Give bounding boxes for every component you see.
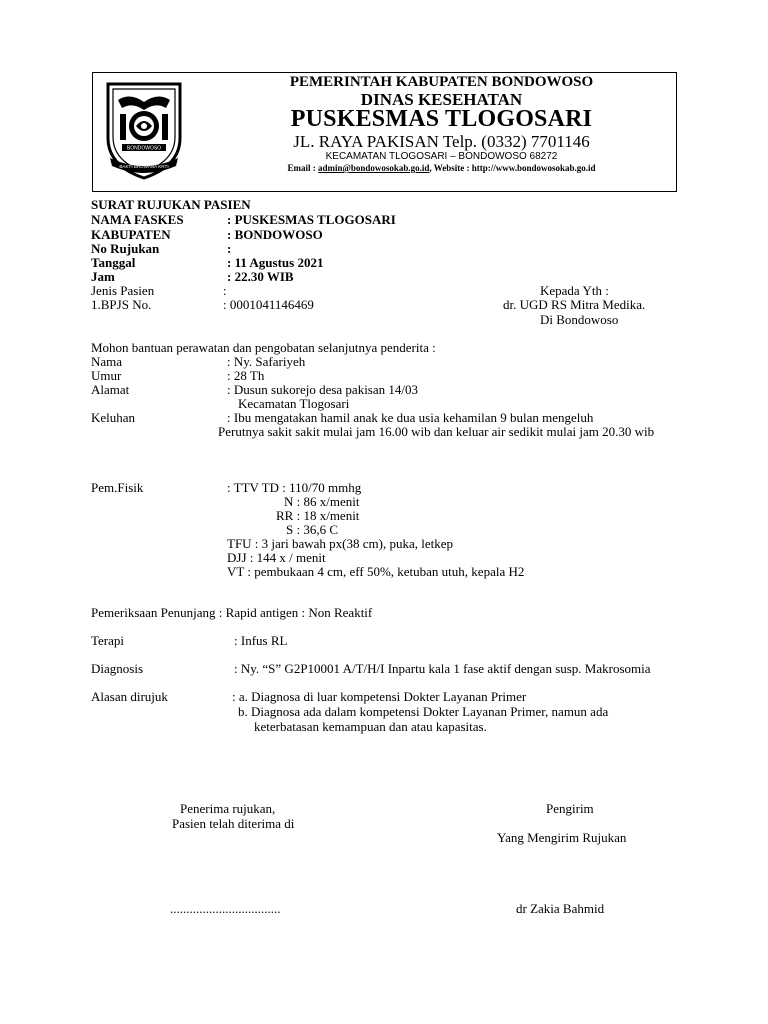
meta-label-kabupaten: KABUPATEN xyxy=(91,227,171,242)
intro-text: Mohon bantuan perawatan dan pengobatan selanjutnya penderita : xyxy=(91,340,436,355)
receiver-note: Pasien telah diterima di xyxy=(172,816,295,831)
bpjs-label: 1.BPJS No. xyxy=(91,297,152,312)
patient-name-label: Nama xyxy=(91,354,123,369)
exam-djj: DJJ : 144 x / menit xyxy=(227,550,326,565)
therapy-label: Terapi xyxy=(91,633,125,648)
patient-address-line2: Kecamatan Tlogosari xyxy=(238,396,350,411)
header-title: PUSKESMAS TLOGOSARI xyxy=(290,106,593,132)
patient-complaint-value: : Ibu mengatakan hamil anak ke dua usia kehamilan 9 bulan mengeluh xyxy=(227,410,594,425)
support-exam: Pemeriksaan Penunjang : Rapid antigen : Non Reaktif xyxy=(91,605,373,620)
website-link[interactable]: http://www.bondowosokab.go.id xyxy=(471,163,596,173)
meta-value-tanggal: : 11 Agustus 2021 xyxy=(227,255,324,270)
meta-value-kabupaten: : BONDOWOSO xyxy=(227,227,323,242)
meta-value-jam: : 22.30 WIB xyxy=(227,269,294,284)
exam-label: Pem.Fisik xyxy=(91,480,144,495)
recipient-name: dr. UGD RS Mitra Medika. xyxy=(503,297,646,312)
patient-address-value: : Dusun sukorejo desa pakisan 14/03 xyxy=(227,382,419,397)
reason-label: Alasan dirujuk xyxy=(91,689,168,704)
meta-label-faskes: NAMA FASKES xyxy=(91,212,184,227)
exam-n: N : 86 x/menit xyxy=(284,494,360,509)
reason-b: b. Diagnosa ada dalam kompetensi Dokter Layanan Primer, namun ada xyxy=(238,704,609,719)
exam-s: S : 36,6 C xyxy=(286,522,339,537)
therapy-value: : Infus RL xyxy=(234,633,288,648)
patient-complaint-label: Keluhan xyxy=(91,410,136,425)
emblem-ribbon-bottom: BAKTI BHUWANA KRTI xyxy=(119,164,169,169)
meta-value-no-rujukan: : xyxy=(227,241,232,256)
emblem-ribbon-top: BONDOWOSO xyxy=(126,145,162,152)
recipient-city: Di Bondowoso xyxy=(540,312,619,327)
header-contact xyxy=(194,164,689,173)
exam-rr: RR : 18 x/menit xyxy=(276,508,360,523)
receiver-title: Penerima rujukan, xyxy=(180,801,276,816)
email-link[interactable]: admin@bondowosokab.go.id xyxy=(317,163,430,173)
patient-age-label: Umur xyxy=(91,368,122,383)
meta-label-jam: Jam xyxy=(91,269,115,284)
jenis-pasien-label: Jenis Pasien xyxy=(91,283,155,298)
jenis-pasien-value: : xyxy=(223,283,227,298)
diagnosis-value: : Ny. “S” G2P10001 A/T/H/I Inpartu kala 1 fase aktif dengan susp. Makrosomia xyxy=(234,661,651,676)
patient-age-value: : 28 Th xyxy=(227,368,265,383)
header-department: DINAS KESEHATAN xyxy=(360,90,523,109)
exam-tfu: TFU : 3 jari bawah px(38 cm), puka, letkep xyxy=(227,536,453,551)
sender-note: Yang Mengirim Rujukan xyxy=(497,830,627,845)
bpjs-value: : 0001041146469 xyxy=(223,297,314,312)
meta-label-tanggal: Tanggal xyxy=(91,255,136,270)
exam-vt: VT : pembukaan 4 cm, eff 50%, ketuban utuh, kepala H2 xyxy=(227,564,525,579)
website-label: , Website : xyxy=(429,163,472,173)
recipient-greeting: Kepada Yth : xyxy=(540,283,609,298)
letter-heading: SURAT RUJUKAN PASIEN xyxy=(91,197,251,212)
patient-address-label: Alamat xyxy=(91,382,130,397)
diagnosis-label: Diagnosis xyxy=(91,661,143,676)
exam-ttv: : TTV TD : 110/70 mmhg xyxy=(227,480,362,495)
reason-a: : a. Diagnosa di luar kompetensi Dokter Layanan Primer xyxy=(232,689,527,704)
header-district: KECAMATAN TLOGOSARI – BONDOWOSO 68272 xyxy=(325,151,558,162)
meta-label-no-rujukan: No Rujukan xyxy=(91,241,160,256)
regency-emblem-icon xyxy=(100,80,188,182)
sender-title: Pengirim xyxy=(546,801,594,816)
email-label: Email : xyxy=(287,163,318,173)
receiver-signature-blank: .................................. xyxy=(170,901,281,916)
patient-complaint-line2: Perutnya sakit sakit mulai jam 16.00 wib dan keluar air sedikit mulai jam 20.30 wib xyxy=(218,424,655,439)
reason-b-line2: keterbatasan kemampuan dan atau kapasitas. xyxy=(254,719,487,734)
meta-value-faskes: : PUSKESMAS TLOGOSARI xyxy=(227,212,396,227)
patient-name-value: : Ny. Safariyeh xyxy=(227,354,306,369)
header-address: JL. RAYA PAKISAN Telp. (0332) 7701146 xyxy=(293,132,590,151)
header-government: PEMERINTAH KABUPATEN BONDOWOSO xyxy=(289,74,594,90)
sender-name: dr Zakia Bahmid xyxy=(516,901,605,916)
